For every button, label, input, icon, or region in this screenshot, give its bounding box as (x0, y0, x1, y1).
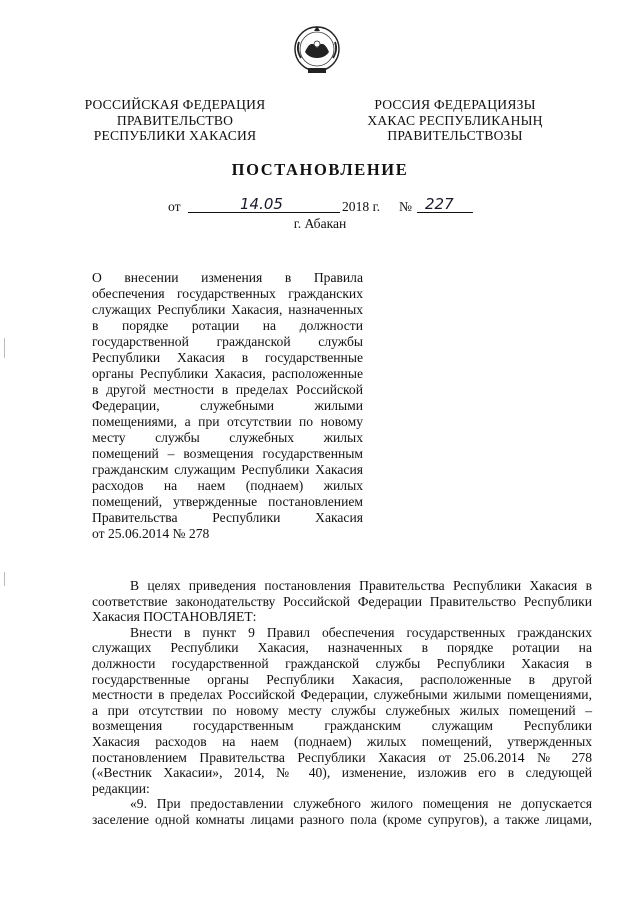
body-line: должности государственной гражданской службы Республики Хакасия в (92, 655, 592, 671)
subject-line: государственной гражданской службы (92, 334, 363, 349)
coat-of-arms-emblem (291, 22, 343, 78)
header-right-line-1: РОССИЯ ФЕДЕРАЦИЯЗЫ (374, 97, 536, 112)
subject-line: помещений – возмещения государственным (92, 446, 363, 461)
body-line: В целях приведения постановления Правительства Республики Хакасия в (130, 578, 592, 593)
subject-line: органы Республики Хакасия, расположенные (92, 366, 363, 381)
header-left-line-2: ПРАВИТЕЛЬСТВО (116, 112, 234, 128)
subject-line: помещениями, а при отсутствии по новому (92, 414, 363, 429)
handwritten-date: 14.05 (240, 195, 283, 213)
body-line: служащих Республики Хакасия, назначенных в порядке ротации на (92, 640, 592, 656)
subject-line: Республики Хакасия в государственные (92, 350, 363, 365)
subject-line: расходов на наем (поднаем) жилых (92, 478, 363, 493)
subject-line: Федерации, служебными жилыми (92, 398, 363, 413)
body-line: Хакасия ПОСТАНОВЛЯЕТ: (92, 609, 257, 625)
scan-mark (4, 338, 5, 358)
body-line: государственные органы Республики Хакасия, расположенные в другой (92, 671, 592, 687)
from-label: от (168, 199, 181, 214)
body-line: «9. При предоставлении служебного жилого помещения не допускается (130, 796, 592, 812)
body-line: постановлением Правительства Республики Хакасия от 25.06.2014 № 278 (92, 749, 592, 765)
header-russian-block (80, 97, 270, 144)
body-text (92, 578, 592, 828)
body-line: («Вестник Хакасии», 2014, № 40), изменение, изложив его в следующей (92, 765, 592, 781)
subject-line: гражданским служащим Республики Хакасия (92, 462, 363, 477)
header-left-line-3: РЕСПУБЛИКИ ХАКАСИЯ (93, 128, 257, 143)
body-line: возмещения государственным гражданским служащим Республики (92, 718, 592, 734)
body-line: соответствие законодательству Российской Федерации Правительство Республики (92, 593, 592, 609)
body-line: а при отсутствии по новому месту службы служебных жилых помещений – (92, 702, 592, 718)
document-title: ПОСТАНОВЛЕНИЕ (231, 160, 409, 179)
subject-line: служащих Республики Хакасия, назначенных (92, 302, 363, 317)
scan-mark (4, 572, 5, 586)
body-line: местности в пределах Российской Федерации, служебными жилыми помещениями, (92, 687, 592, 703)
subject-line: О внесении изменения в Правила (92, 270, 363, 285)
header-right-line-2: ХАКАС РЕСПУБЛИКАНЫҢ (367, 112, 543, 128)
subject-block (92, 270, 363, 542)
body-line: заселение одной комнаты лицами разного пола (кроме супругов), а также лицами, (92, 811, 592, 827)
subject-line: обеспечения государственных гражданских (92, 286, 363, 301)
number-sign: № (399, 199, 412, 214)
city-label: г. Абакан (293, 216, 347, 231)
year-label: 2018 г. (342, 199, 381, 214)
handwritten-number: 227 (425, 195, 454, 213)
body-line: Внести в пункт 9 Правил обеспечения государственных гражданских (130, 624, 592, 640)
body-line: Хакасия расходов на наем (поднаем) жилых помещений, утвержденных (92, 733, 592, 749)
subject-line: Правительства Республики Хакасия (92, 510, 363, 525)
subject-line: месту службы служебных жилых (92, 430, 363, 445)
body-line: редакции: (92, 780, 150, 796)
header-khakas-block (360, 97, 550, 144)
header-right-line-3: ПРАВИТЕЛЬСТВОЗЫ (387, 128, 523, 143)
subject-line: от 25.06.2014 № 278 (92, 526, 210, 541)
subject-line: в порядке ротации на должности (92, 318, 363, 333)
subject-line: в другой местности в пределах Российской (92, 382, 363, 397)
header-left-line-1: РОССИЙСКАЯ ФЕДЕРАЦИЯ (84, 97, 266, 112)
subject-line: помещений, утвержденные постановлением (92, 494, 363, 509)
